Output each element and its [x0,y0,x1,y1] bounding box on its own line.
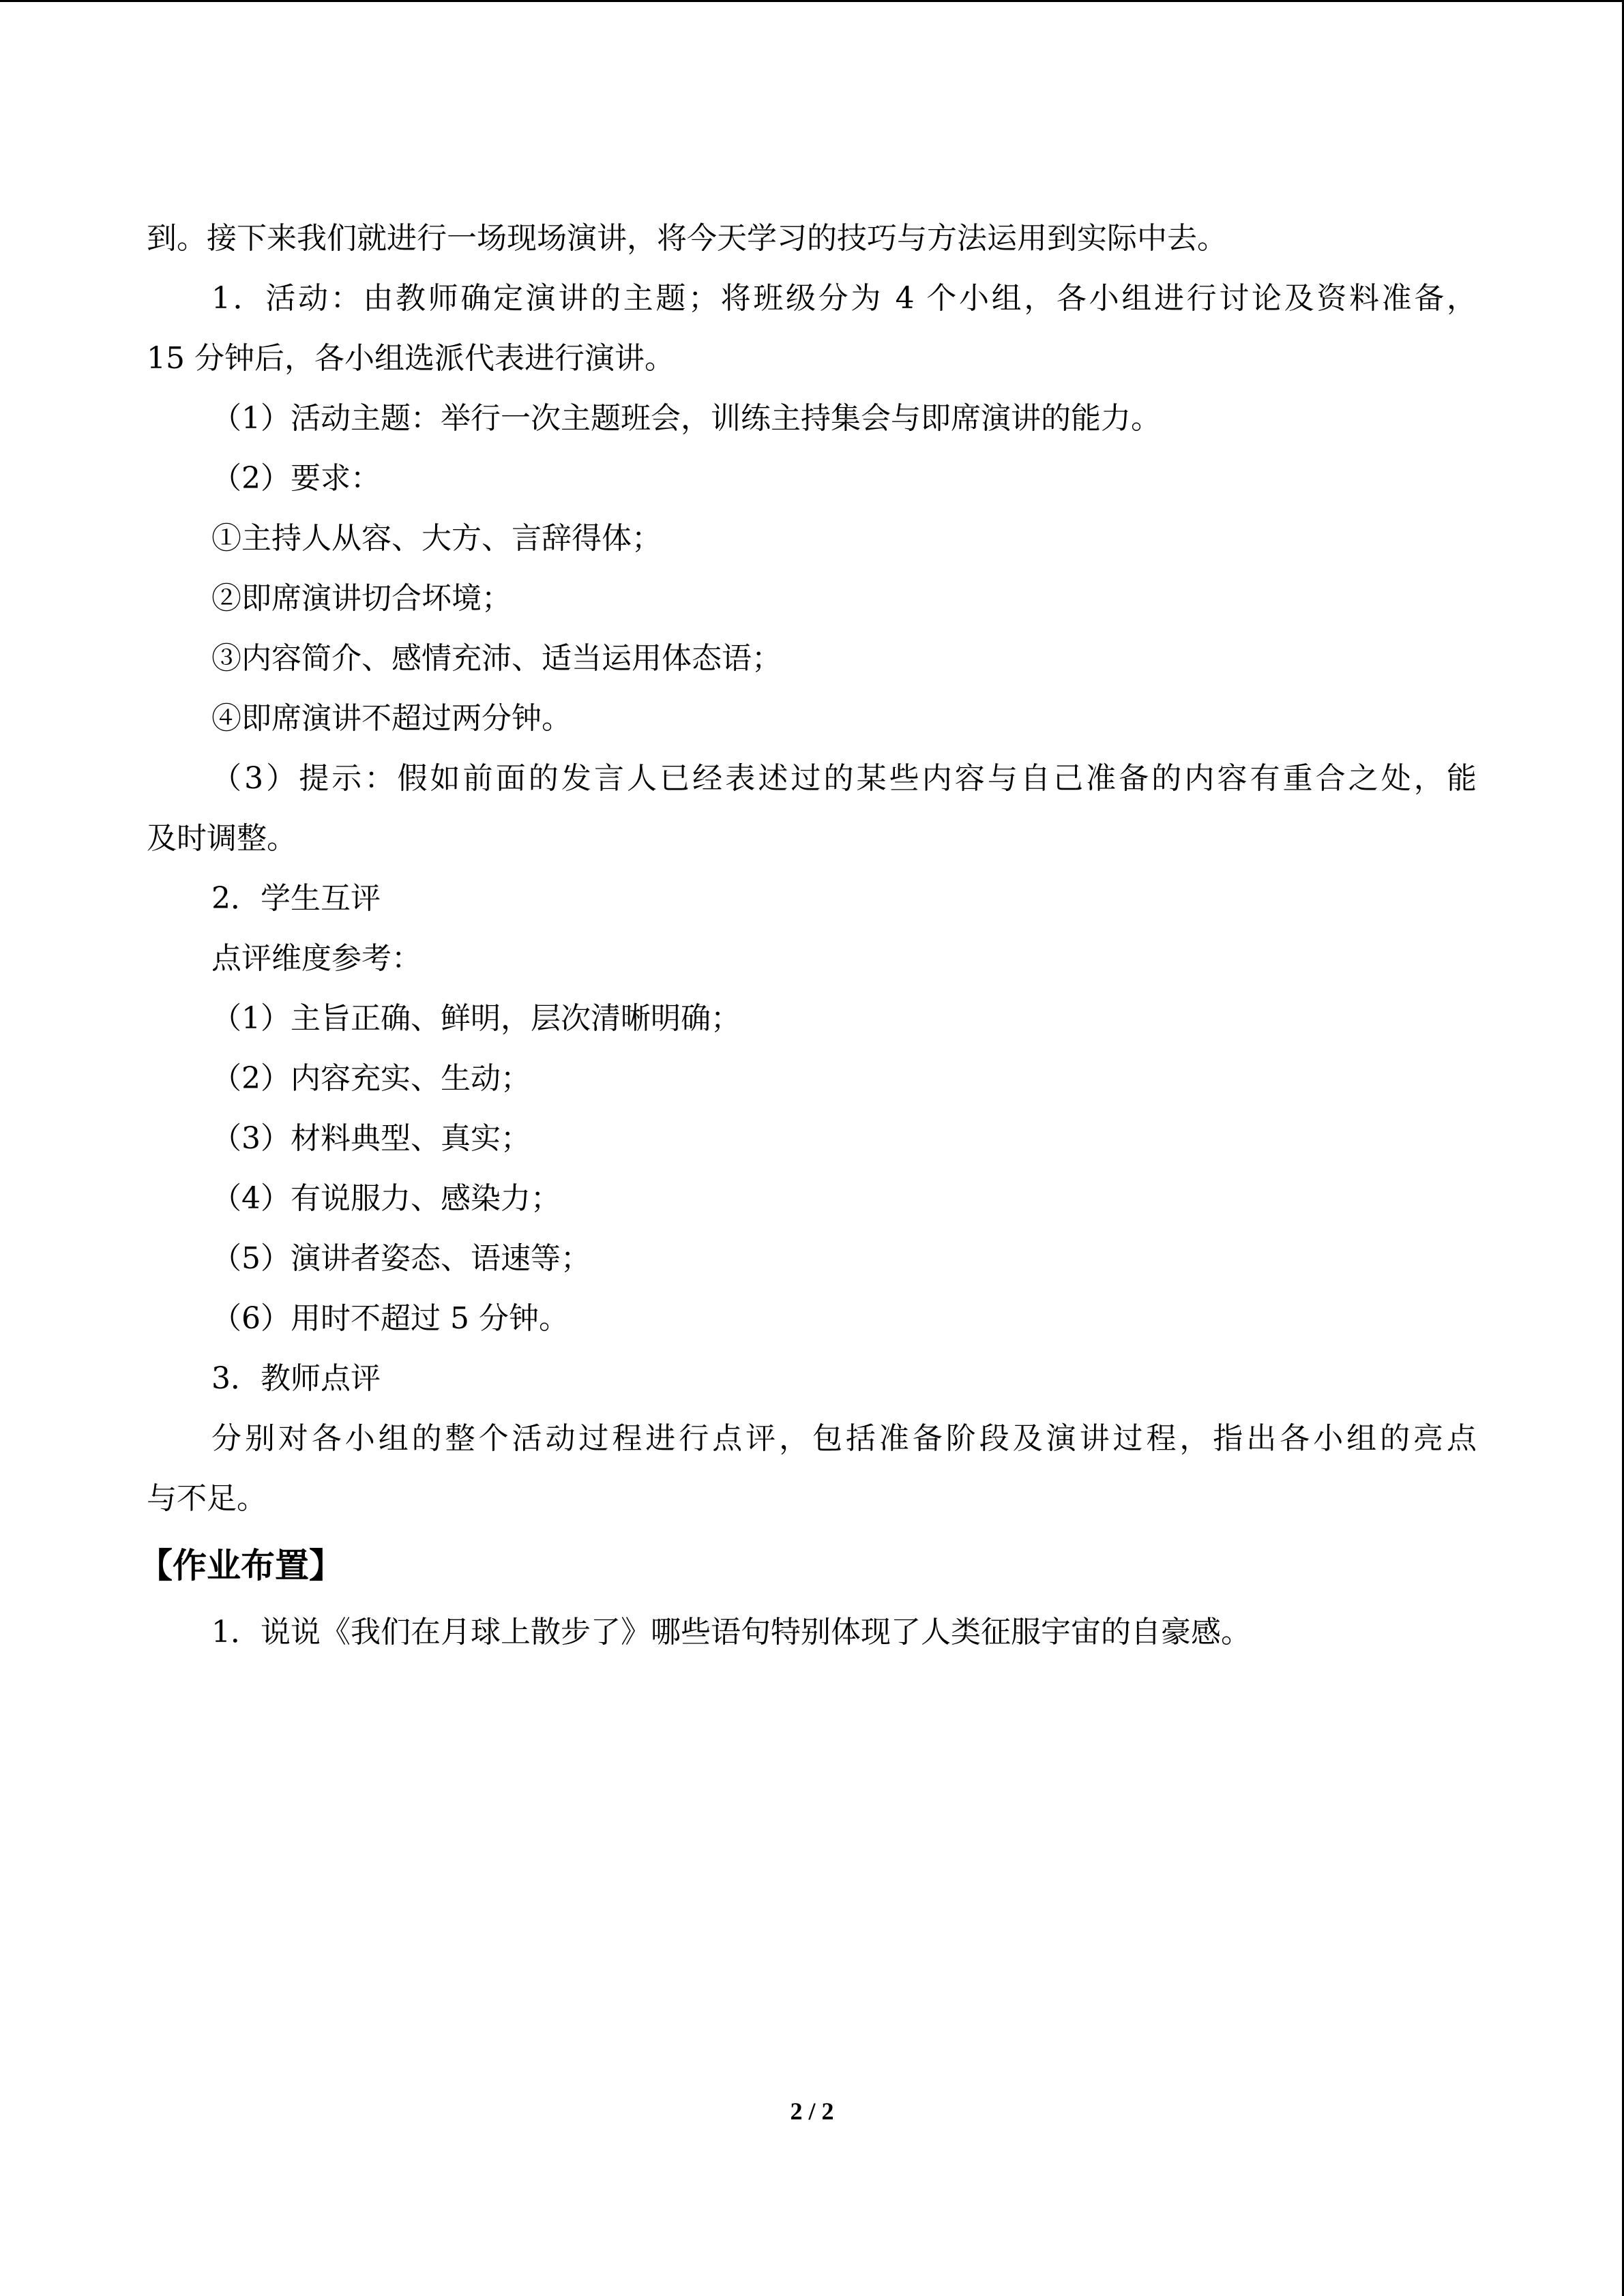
paragraph-line: （2）要求： [211,461,381,496]
list-item: （2）内容充实、生动； [211,1061,531,1096]
section-label: 3．教师点评 [211,1361,381,1396]
list-item: （5）演讲者姿态、语速等； [211,1241,591,1276]
list-item: ②即席演讲切合坏境； [211,581,512,616]
list-item: （1）主旨正确、鲜明，层次清晰明确； [211,1001,741,1036]
paragraph-line: （1）活动主题：举行一次主题班会，训练主持集会与即席演讲的能力。 [211,401,1161,436]
list-item: （6）用时不超过 5 分钟。 [211,1301,569,1336]
homework-heading: 【作业布置】 [138,1546,343,1585]
paragraph-line: 及时调整。 [147,821,297,856]
paragraph-line: 到。接下来我们就进行一场现场演讲，将今天学习的技巧与方法运用到实际中去。 [147,221,1227,256]
paragraph-line: 15 分钟后，各小组选派代表进行演讲。 [147,341,675,376]
list-item: ①主持人从容、大方、言辞得体； [211,521,662,556]
page-border-top [0,0,1624,2]
document-body [138,209,1477,1663]
paragraph-line: （3）提示：假如前面的发言人已经表述过的某些内容与自己准备的内容有重合之处，能 [211,761,1477,796]
list-item: （4）有说服力、感染力； [211,1181,561,1216]
paragraph-line: 点评维度参考： [211,941,422,976]
list-item: ③内容简介、感情充沛、适当运用体态语； [211,641,782,676]
paragraph-line: 与不足。 [147,1481,267,1516]
page-number: 2 / 2 [790,2098,834,2125]
list-item: （3）材料典型、真实； [211,1121,531,1156]
paragraph-line: 1．活动：由教师确定演讲的主题；将班级分为 4 个小组，各小组进行讨论及资料准备， [211,281,1477,316]
section-label: 2．学生互评 [211,881,381,916]
list-item: ④即席演讲不超过两分钟。 [211,701,572,736]
homework-item: 1．说说《我们在月球上散步了》哪些语句特别体现了人类征服宇宙的自豪感。 [211,1615,1251,1650]
paragraph-line: 分别对各小组的整个活动过程进行点评，包括准备阶段及演讲过程，指出各小组的亮点 [211,1421,1477,1456]
